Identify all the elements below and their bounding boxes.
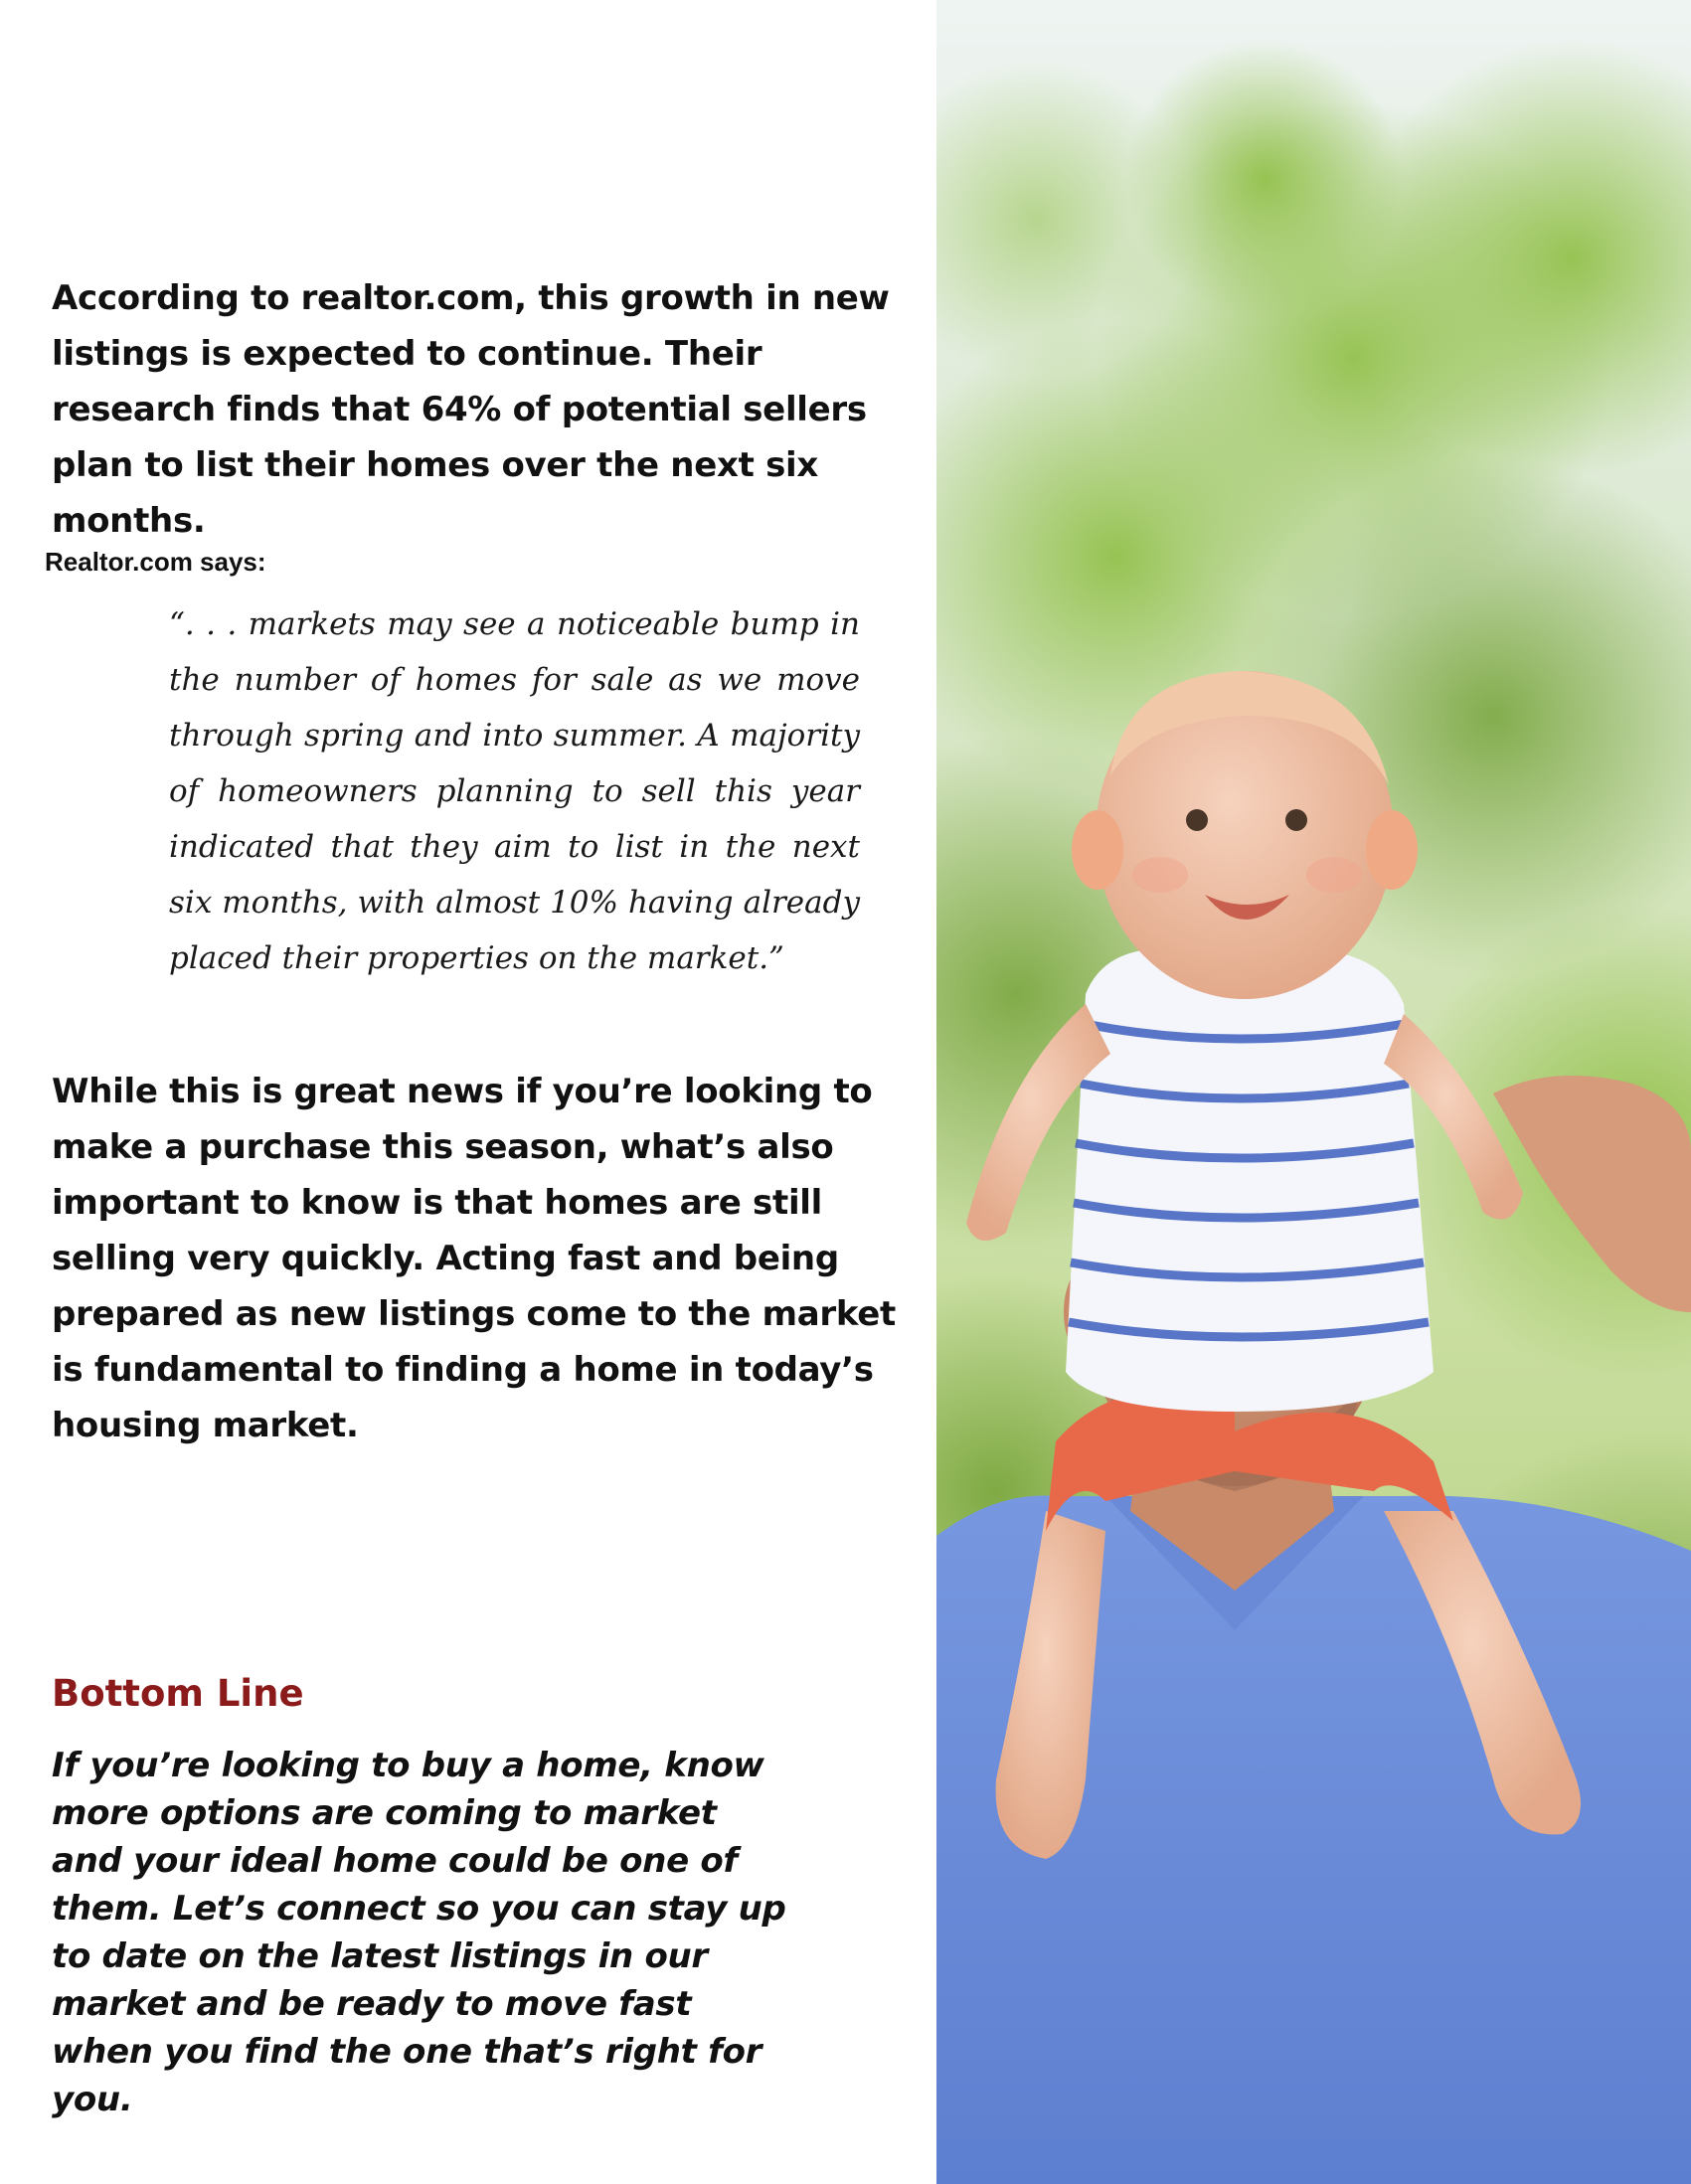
family-photo <box>936 0 1691 2184</box>
realtor-quote: “. . . markets may see a noticeable bump in the number of homes for sale as we move through spring and into summer. A majority of homeowners planning to sell this year indicated that they aim to list in the next six months, with almost 10% having already placed their properties on the market.” <box>169 606 860 976</box>
bottom-line-text: If you’re looking to buy a home, know more options are coming to market and your ideal home could be one of them. Let’s connect so you can stay up to date on the latest listings in our market and be ready to move fast when you find the one that’s right for you. <box>52 1746 786 2119</box>
bottom-line-heading: Bottom Line <box>52 1672 304 1715</box>
intro-paragraph: According to realtor.com, this growth in new listings is expected to continue. Their research finds that 64% of potential sellers plan to list their homes over the next six months. <box>52 278 890 541</box>
family-photo-icon <box>936 0 1691 2184</box>
quote-source-label: Realtor.com says: <box>45 547 266 577</box>
body-paragraph: While this is great news if you’re looking to make a purchase this season, what’s also important to know is that homes are still selling very quickly. Acting fast and being prepared as new listings come to the market is fundamental to finding a home in today’s housing market. <box>52 1072 896 1445</box>
